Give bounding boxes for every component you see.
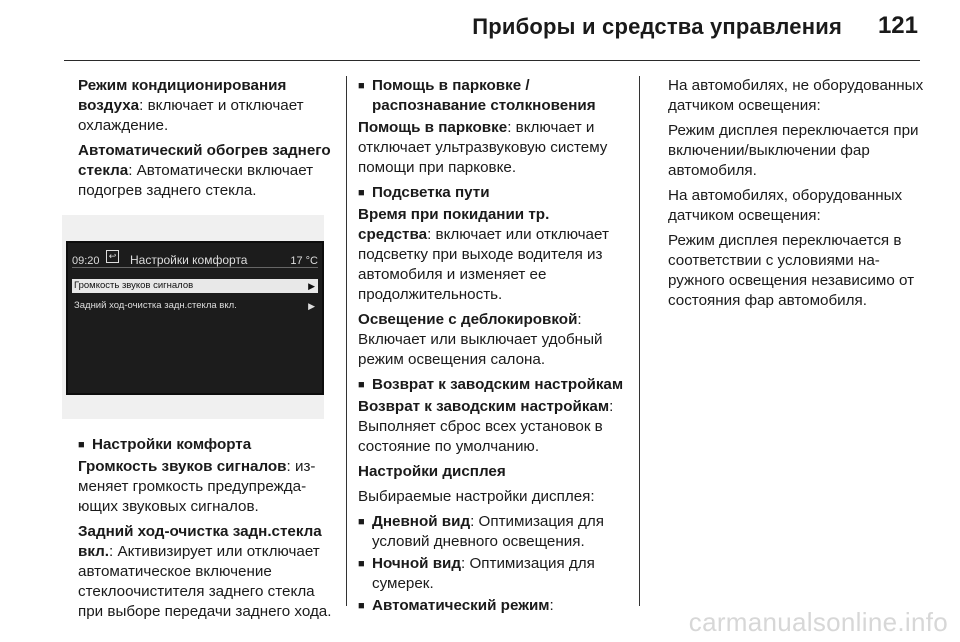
paragraph-rear-wiper: Задний ход-очистка задн.стекла вкл.: Активизирует или отключает автоматическое включение стеклоочистителя заднего стекла при выборе передачи заднего хода. — [78, 523, 332, 620]
column-divider-1 — [346, 76, 347, 606]
paragraph-park-assist: Помощь в парковке: включает и отключает ультразвуковую систему помощи при парковке. — [358, 119, 608, 176]
paragraph-rear-defrost: Автоматический обогрев заднего стекла: Автоматически включает подогрев заднего стекла. — [78, 142, 331, 199]
display-screen — [66, 241, 324, 395]
page-title: Приборы и средства управления — [472, 14, 842, 39]
screen-menu-item-chime-volume: Громкость звуков сигналов ▶ — [72, 279, 318, 293]
paragraph-display-intro: Выбираемые настройки дисплея: — [358, 488, 595, 505]
bullet-path-lighting: ■ Подсветка пути — [358, 183, 626, 203]
screen-temperature: 17 °C — [290, 255, 318, 267]
column-3 — [668, 76, 930, 316]
bullet-comfort-settings: ■ Настройки комфорта — [78, 435, 340, 455]
paragraph-no-sensor: На автомобилях, не оборудованных датчиком освещения: — [668, 77, 924, 114]
bullet-park-assist: ■ Помощь в парковке / распознавание столкновения — [358, 76, 626, 116]
column-divider-2 — [639, 76, 640, 606]
paragraph-ac-mode: Режим кондиционирования воздуха: включает и отключает охлаждение. — [78, 77, 304, 134]
chevron-right-icon: ▶ — [308, 281, 315, 291]
screen-divider — [72, 267, 318, 268]
display-screenshot — [62, 215, 324, 419]
screen-status-bar — [72, 249, 318, 265]
header-divider — [64, 60, 920, 61]
column-2 — [358, 76, 626, 618]
paragraph-factory-reset: Возврат к заводским настройкам: Выполняет сброс всех установок в состояние по умолчанию. — [358, 398, 614, 455]
screen-menu-item-rear-wiper: Задний ход-очистка задн.стекла вкл. ▶ — [74, 300, 315, 311]
page-number: 121 — [877, 12, 918, 39]
bullet-factory-reset: ■ Возврат к заводским настройкам — [358, 375, 626, 395]
screen-clock: 09:20 — [72, 255, 100, 267]
paragraph-chime-volume: Громкость звуков сигналов: изменяет громкость предупреждающих звуковых сигналов. — [78, 458, 316, 515]
watermark: carmanualsonline.info — [688, 607, 948, 637]
bullet-day-mode: ■ Дневной вид: Оптимизация для условий дневного освещения. — [358, 512, 626, 552]
paragraph-headlight-switch: Режим дисплея переключается при включении/выключении фар автомобиля. — [668, 122, 919, 179]
bullet-night-mode: ■ Ночной вид: Оптимизация для сумерек. — [358, 554, 626, 594]
screen-title: Настройки комфорта — [130, 253, 248, 267]
paragraph-ambient-switch: Режим дисплея переключается в соответствии с условиями наружного освещения независимо от состояния фар автомобиля. — [668, 232, 915, 309]
paragraph-unlock-lighting: Освещение с деблокировкой: Включает или выключает удобный режим освещения салона. — [358, 311, 603, 368]
back-arrow-icon: ↩ — [106, 250, 119, 263]
paragraph-with-sensor: На автомобилях, оборудованных датчиком освещения: — [668, 187, 903, 224]
section-heading-display-settings: Настройки дисплея — [358, 463, 506, 480]
column-1 — [72, 76, 340, 627]
bullet-auto-mode: ■ Автоматический режим: — [358, 596, 626, 616]
chevron-right-icon: ▶ — [308, 301, 315, 311]
page-header — [0, 0, 960, 60]
paragraph-exit-lighting: Время при покидании тр. средства: включает или отключает подсветку при выходе водителя из автомобиля и изменяет ее продолжительность. — [358, 206, 609, 303]
